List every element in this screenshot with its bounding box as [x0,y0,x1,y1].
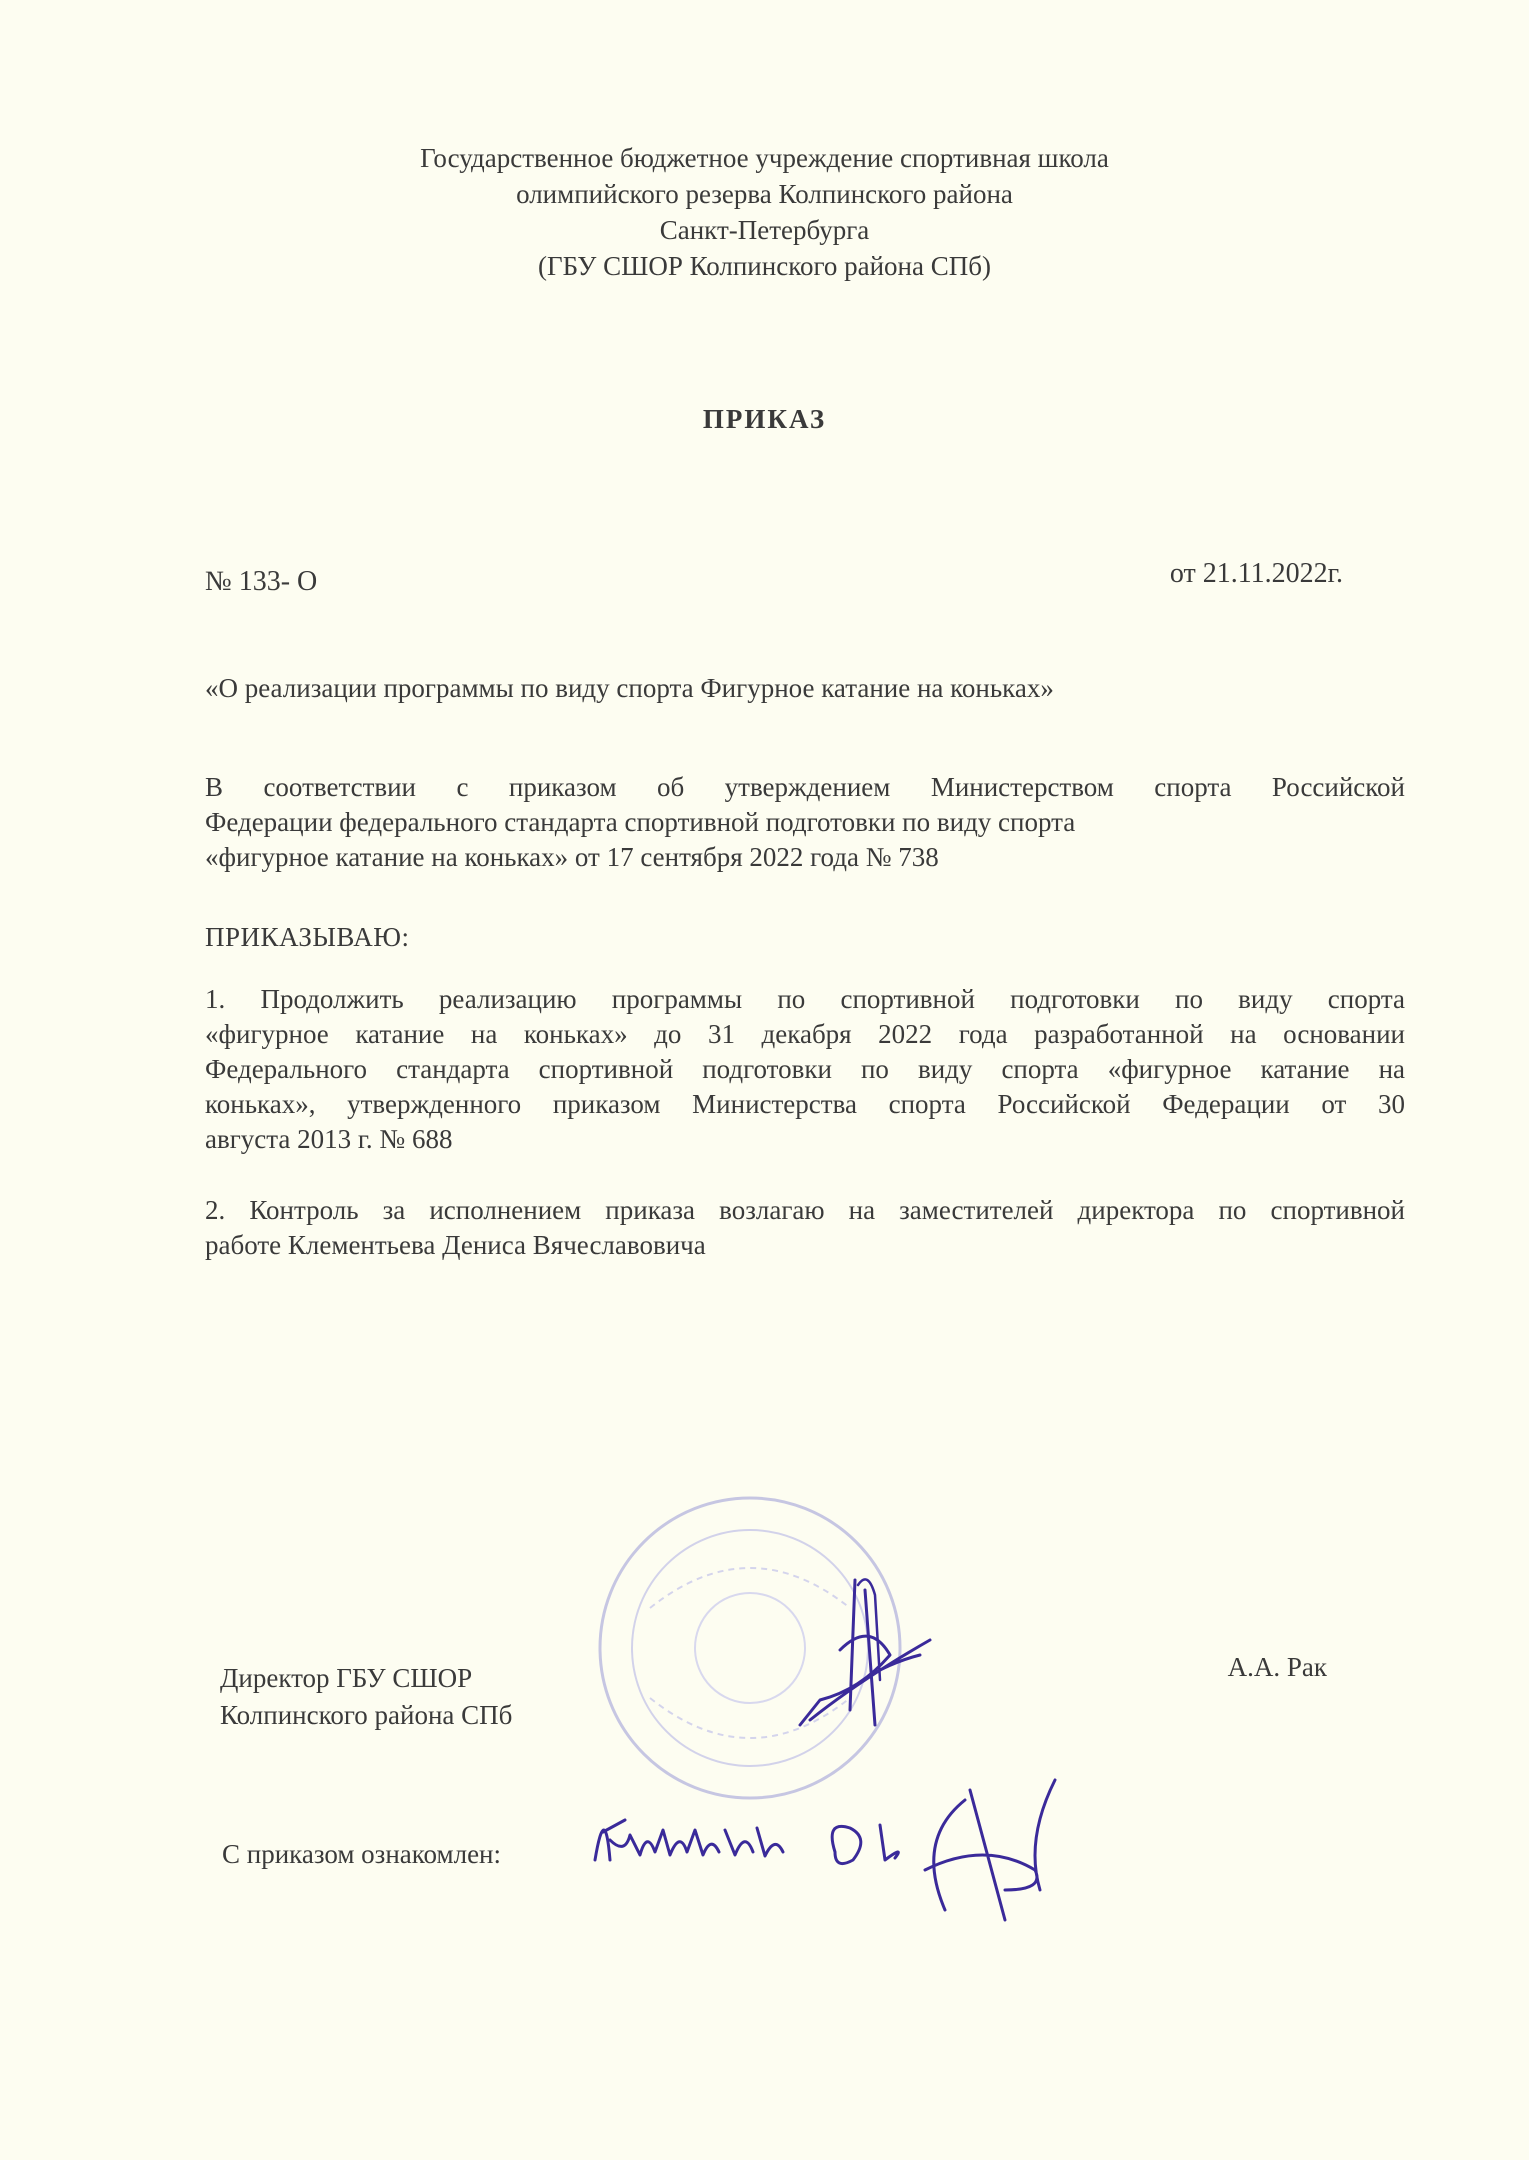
order-date: от 21.11.2022г. [1169,558,1343,589]
org-line-4: (ГБУ СШОР Колпинского района СПб) [538,251,991,281]
org-line-2: олимпийского резерва Колпинского района [516,179,1013,209]
preamble-line-1: В соответствии с приказом об утверждением Министерством спорта Российской [205,772,1405,802]
director-title-line-2: Колпинского района СПб [220,1700,513,1730]
director-title-line-1: Директор ГБУ СШОР [220,1663,473,1693]
organization-header [0,140,1529,284]
order-number: № 133- О [205,566,318,597]
order-subject: «О реализации программы по виду спорта Фигурное катание на коньках» [205,673,1054,703]
document-title: ПРИКАЗ [702,404,827,434]
org-line-3: Санкт-Петербурга [659,215,870,245]
director-name: А.А. Рак [1227,1652,1327,1682]
org-line-1: Государственное бюджетное учреждение спортивная школа [420,143,1109,173]
item-1-line-3: Федерального стандарта спортивной подготовки по виду спорта «фигурное катание на [205,1054,1405,1084]
item-1-line-4: коньках», утвержденного приказом Министерства спорта Российской Федерации от 30 [205,1089,1405,1119]
order-item-1 [205,982,1405,1157]
director-signature [780,1560,950,1750]
preamble-line-3: «фигурное катание на коньках» от 17 сентября 2022 года № 738 [205,842,939,872]
item-2-line-2: работе Клементьева Дениса Вячеславовича [205,1230,706,1260]
preamble [205,770,1405,875]
preamble-line-2: Федерации федерального стандарта спортивной подготовки по виду спорта [205,807,1076,837]
item-2-line-1: 2. Контроль за исполнением приказа возлагаю на заместителей директора по спортивной [205,1195,1405,1225]
item-1-line-5: августа 2013 г. № 688 [205,1124,453,1154]
acquainted-signature [585,1760,1105,1930]
acquainted-label: С приказом ознакомлен: [222,1839,502,1869]
item-1-line-2: «фигурное катание на коньках» до 31 декабря 2022 года разработанной на основании [205,1019,1405,1049]
order-directive: ПРИКАЗЫВАЮ: [205,922,410,952]
director-title [220,1660,512,1734]
order-item-2 [205,1193,1405,1263]
item-1-line-1: 1. Продолжить реализацию программы по спортивной подготовки по виду спорта [205,984,1405,1014]
